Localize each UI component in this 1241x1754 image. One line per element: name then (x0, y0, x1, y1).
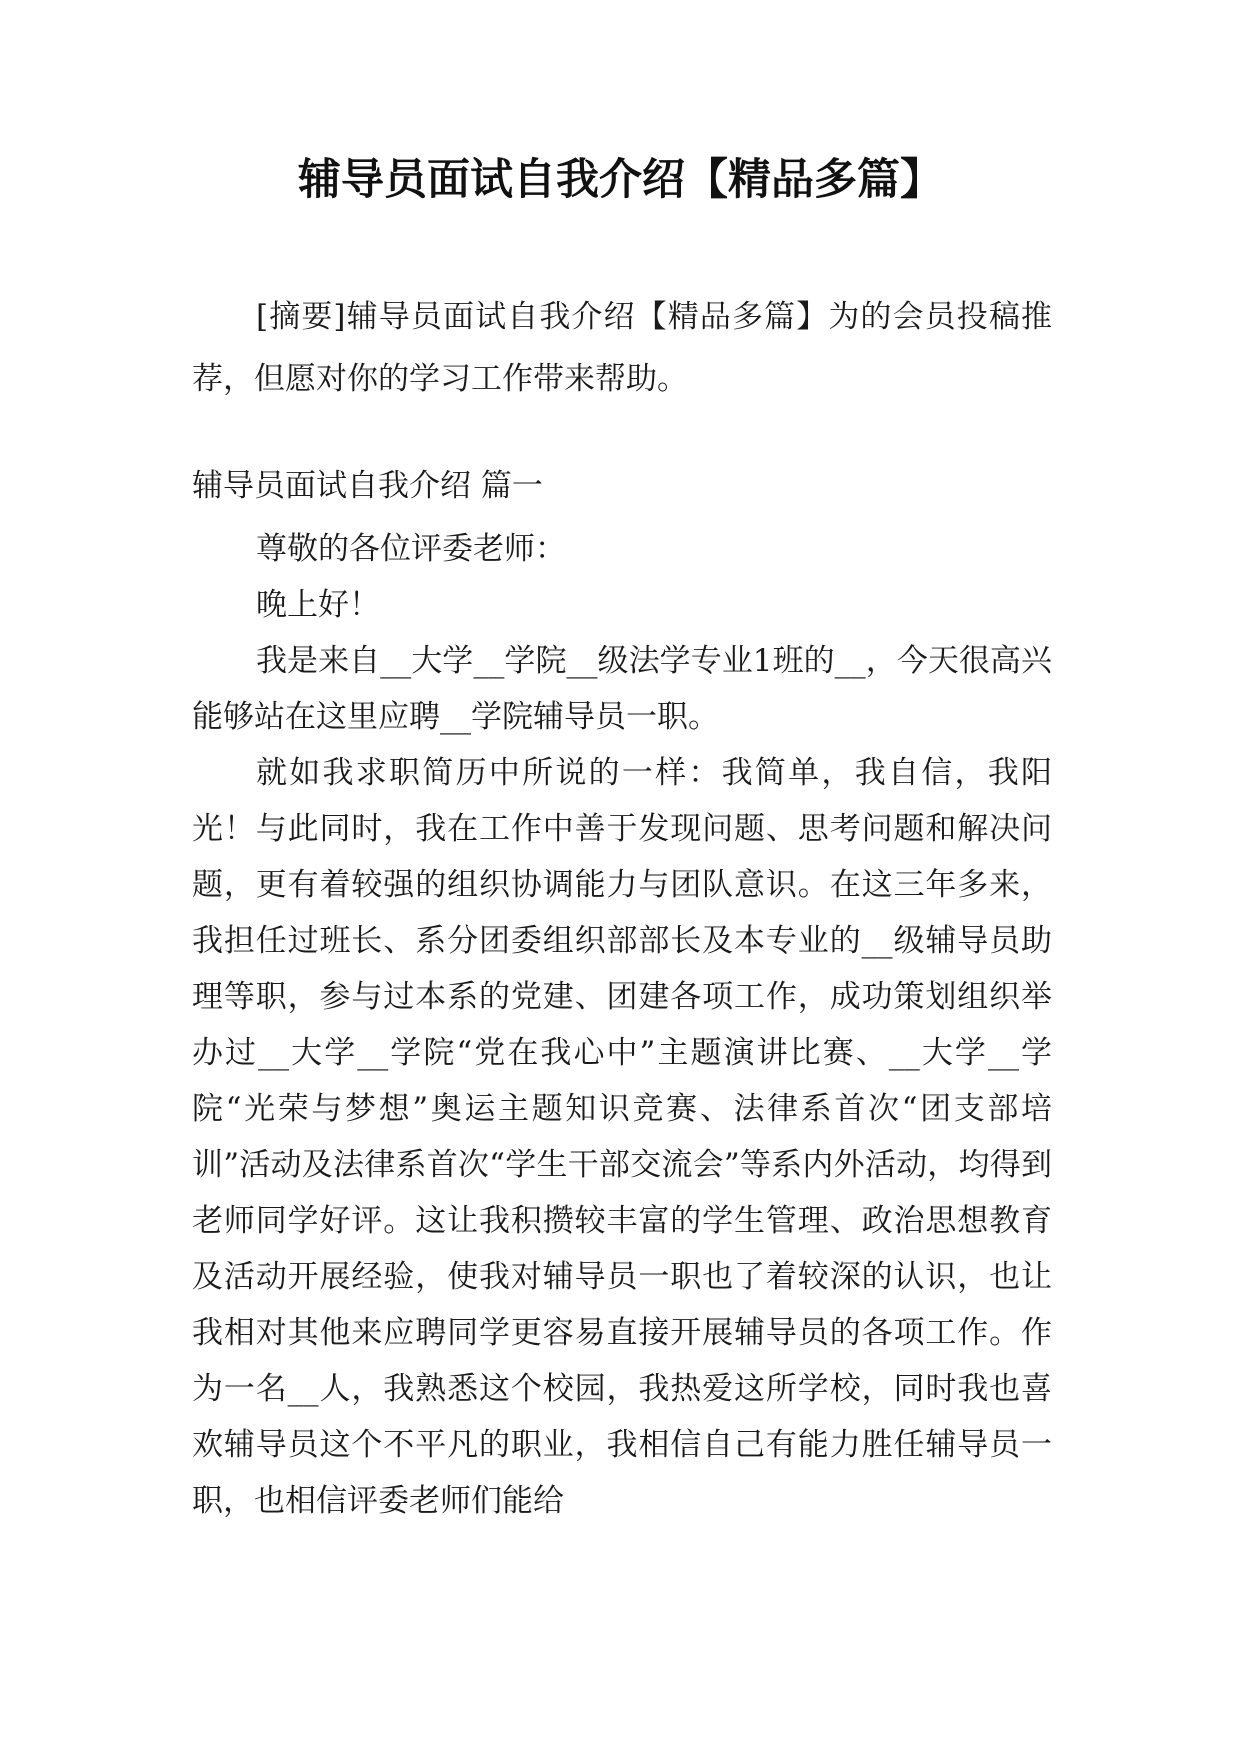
section-heading: 辅导员面试自我介绍 篇一 (192, 468, 543, 504)
document-title: 辅导员面试自我介绍【精品多篇】 (298, 155, 943, 205)
salutation-paragraph: 尊敬的各位评委老师： (256, 531, 566, 567)
abstract-paragraph: [摘要]辅导员面试自我介绍【精品多篇】为的会员投稿推荐，但愿对你的学习工作带来帮助。 (192, 299, 1052, 397)
section-body (192, 521, 1052, 1529)
experience-paragraph: 就如我求职简历中所说的一样：我简单，我自信，我阳光！与此同时，我在工作中善于发现问题、思考问题和解决问题，更有着较强的组织协调能力与团队意识。在这三年多来，我担任过班长、系分团委组织部部长及本专业的__级辅导员助理等职，参与过本系的党建、团建各项工作，成功策划组织举办过__大学__学院“党在我心中”主题演讲比赛、__大学__学院“光荣与梦想”奥运主题知识竞赛、法律系首次“团支部培训”活动及法律系首次“学生干部交流会”等系内外活动，均得到老师同学好评。这让我积攒较丰富的学生管理、政治思想教育及活动开展经验，使我对辅导员一职也了着较深的认识，也让我相对其他来应聘同学更容易直接开展辅导员的各项工作。作为一名__人，我熟悉这个校园，我热爱这所学校，同时我也喜欢辅导员这个不平凡的职业，我相信自己有能力胜任辅导员一职，也相信评委老师们能给 (192, 755, 1052, 1519)
greeting-paragraph: 晚上好！ (256, 587, 380, 623)
abstract-block (192, 286, 1052, 410)
intro-paragraph: 我是来自__大学__学院__级法学专业1班的__，今天很高兴能够站在这里应聘__学院辅导员一职。 (192, 643, 1052, 735)
